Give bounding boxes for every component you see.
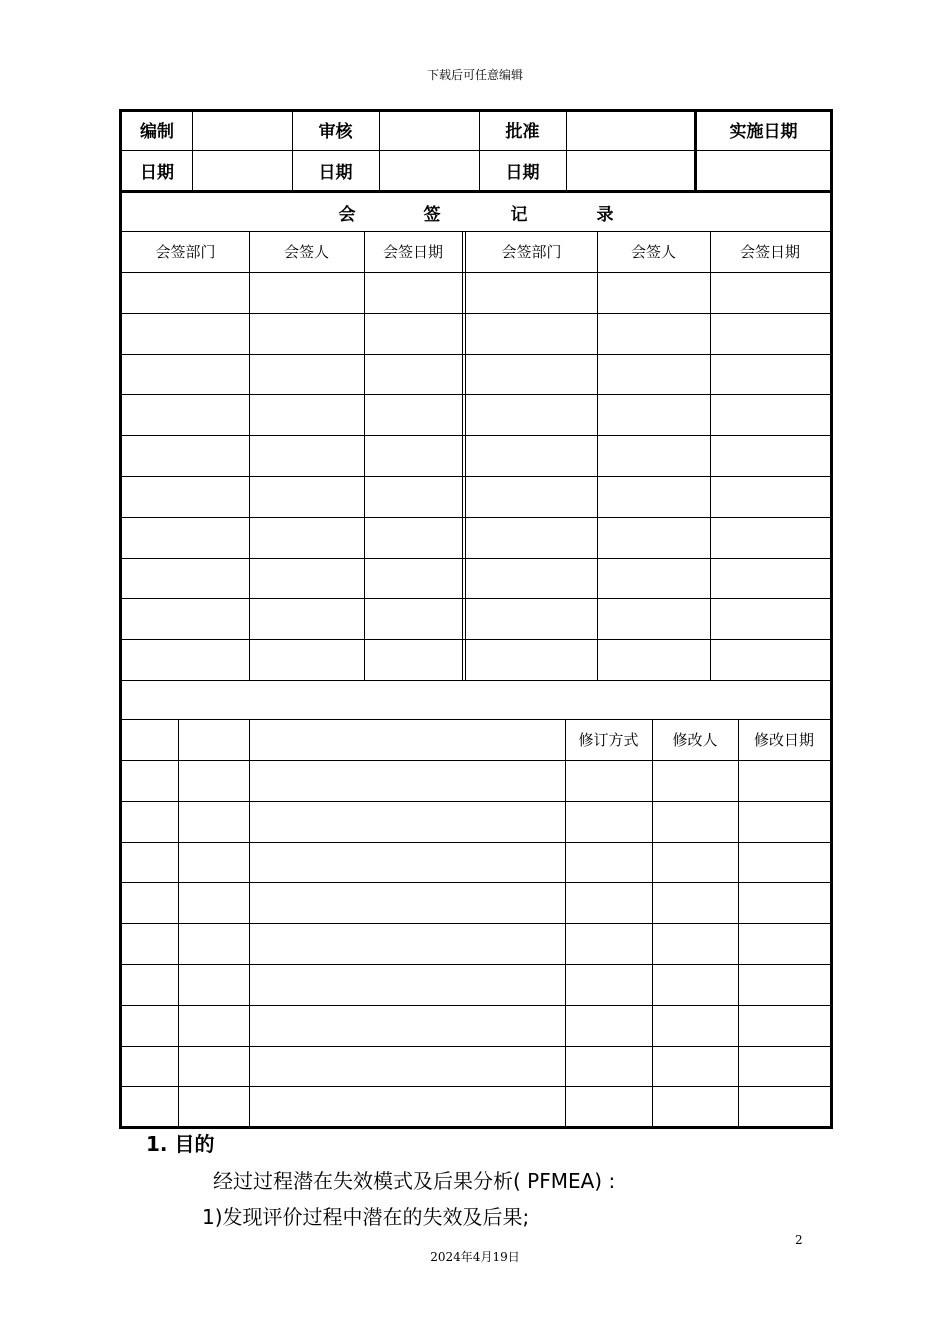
table-rule (597, 231, 598, 680)
table-rule (119, 313, 833, 314)
countersign-col-header: 会签人 (630, 243, 676, 261)
label-approved-by: 批准 (505, 122, 540, 142)
table-rule (119, 882, 833, 883)
table-rule (119, 435, 833, 436)
table-rule (249, 719, 250, 1128)
revision-col-header: 修订方式 (578, 731, 639, 749)
countersign-title-char: 签 (423, 204, 441, 225)
countersign-col-header: 会签日期 (382, 243, 443, 261)
form-border-right (830, 109, 833, 1128)
table-rule (119, 190, 833, 193)
table-rule (364, 231, 365, 680)
table-rule (710, 231, 711, 680)
label-prepared-by: 编制 (140, 122, 174, 142)
table-rule (119, 1005, 833, 1006)
table-rule (379, 109, 380, 190)
purpose-paragraph: 经过过程潜在失效模式及后果分析( PFMEA) : (213, 1169, 616, 1193)
table-rule (462, 231, 463, 680)
header-note: 下载后可任意编辑 (426, 68, 523, 82)
table-rule (119, 272, 833, 273)
table-rule (738, 719, 739, 1128)
table-rule (119, 394, 833, 395)
table-rule (119, 558, 833, 559)
table-rule (566, 109, 567, 190)
form-border-bottom (119, 1126, 833, 1129)
table-rule (119, 923, 833, 924)
table-rule (119, 1086, 833, 1087)
table-rule (119, 964, 833, 965)
table-rule (119, 639, 833, 640)
table-rule (119, 680, 833, 681)
countersign-col-header: 会签人 (283, 243, 329, 261)
table-rule (652, 719, 653, 1128)
table-rule (565, 719, 566, 1128)
table-rule (119, 842, 833, 843)
revision-col-header: 修改日期 (753, 731, 814, 749)
table-rule (465, 231, 466, 680)
countersign-col-header: 会签日期 (739, 243, 800, 261)
countersign-title-char: 会 (338, 204, 356, 225)
label-reviewed-by: 审核 (318, 122, 353, 142)
countersign-col-header: 会签部门 (155, 243, 216, 261)
table-rule (178, 719, 179, 1128)
countersign-col-header: 会签部门 (501, 243, 562, 261)
countersign-title-char: 记 (510, 204, 528, 225)
label-date: 日期 (140, 162, 174, 183)
label-date: 日期 (505, 162, 540, 183)
label-effective-date: 实施日期 (729, 122, 798, 142)
table-rule (119, 150, 833, 151)
label-date: 日期 (318, 162, 353, 183)
table-rule (119, 598, 833, 599)
table-rule (119, 1046, 833, 1047)
table-rule (249, 231, 250, 680)
table-rule (119, 476, 833, 477)
table-rule (119, 517, 833, 518)
section-title: 1. 目的 (146, 1132, 215, 1156)
table-rule (119, 760, 833, 761)
page-number: 2 (795, 1233, 803, 1247)
purpose-item-1: 1)发现评价过程中潜在的失效及后果; (202, 1205, 530, 1229)
footer-date: 2024年4月19日 (430, 1250, 520, 1264)
table-rule (119, 801, 833, 802)
revision-col-header: 修改人 (672, 731, 718, 749)
table-rule (192, 109, 193, 190)
countersign-title-char: 录 (596, 204, 614, 225)
table-rule (119, 354, 833, 355)
